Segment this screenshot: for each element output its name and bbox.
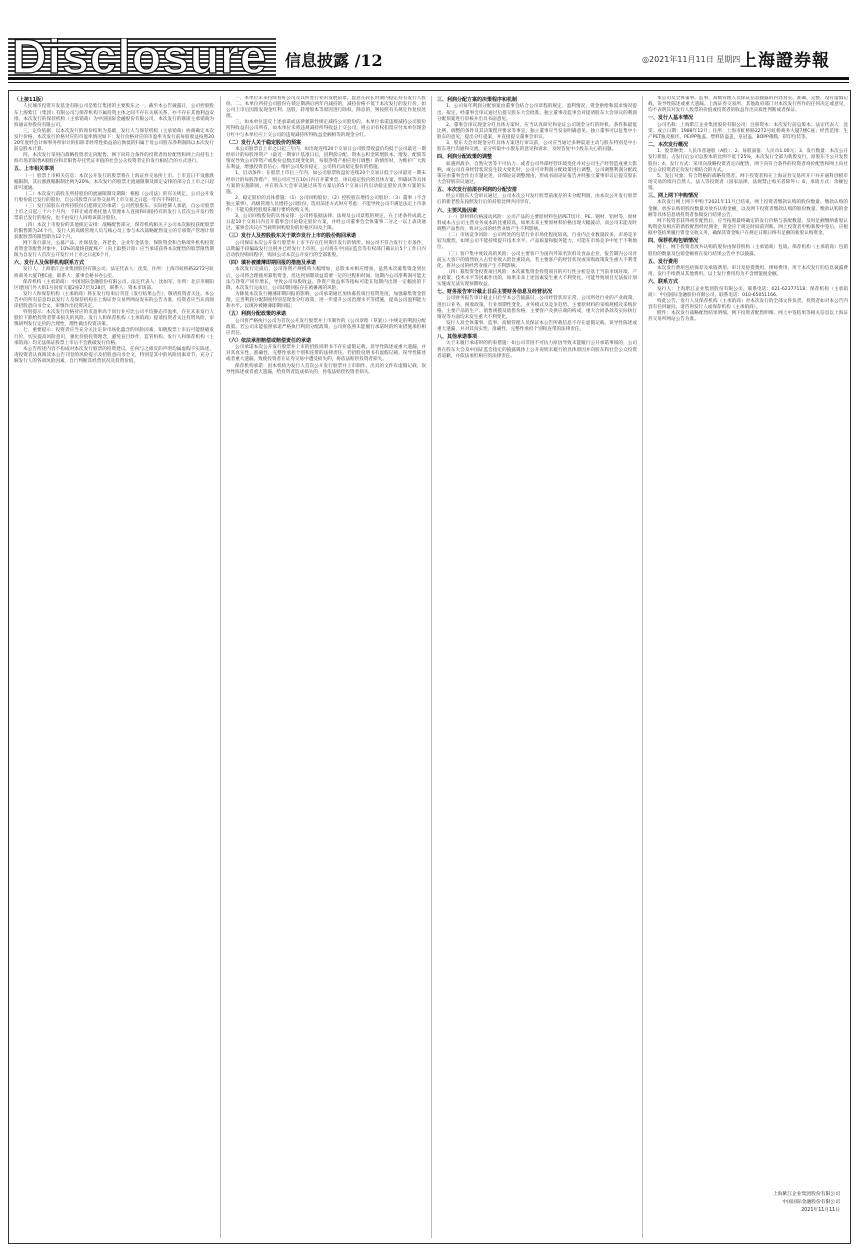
section-heading: 四、利润分配政策的调整 [437, 154, 493, 161]
body-paragraph: 三、如本单位违反上述承诺或法律强制性规定减持公司股份的，本单位承诺违规减持公司股份所得收益归公司所有，如本单位未将违规减持所得收益上交公司，则公司有权扣留应付本单位现金分红中与本单位应上交公司的违规减持所得收益金额相等的现金分红。 [226, 120, 426, 138]
column-divider [642, 96, 643, 1238]
section-heading: （三）发行人及控股股东关于欺诈发行上市的股份购回承诺 [226, 233, 357, 240]
body-paragraph: 为降低本次发行摊薄即期回报的影响，公司承诺通过加快募投项目投资进度，加强募集资金管理，完善利润分配制度特别是现金分红政策，进一步提升公司治理水平等措施，提高公司盈利能力和水平，以填补被摊薄即期回报。 [226, 291, 426, 310]
body-paragraph: 3、公司回购股份的具体安排：公司将依据法律、法规及公司章程的规定，在上述条件成就之日起10个交易日内召开董事会讨论稳定股价方案，并经公司董事会全体董事二分之一以上表决通过，董事会决议应当载明回购股份的价格区间及上限。 [226, 214, 426, 232]
body-paragraph: 发行人和保荐机构（主承销商）将在发行结束后刊登《发行结果公告》，敬请投资者关注。本公告中的所有信息均以发行人及保荐机构在上海证券交易所网站发布的公告为准，投资者应当认真阅读招股意向书全文，审慎作出投资决定。 [14, 291, 214, 310]
text-column-4 [648, 96, 848, 1186]
section-heading: 三、网上网下申购情况 [648, 193, 699, 200]
section-heading: （四）填补被摊薄即期回报的措施及承诺 [226, 260, 317, 267]
issue-date: ◎2021年11月11日 星期四 [642, 55, 741, 64]
text-column-1 [14, 96, 214, 1238]
section-heading: （二）发行人关于稳定股价的预案 [226, 139, 302, 146]
body-paragraph: 2、稳定股价的具体措施：（1）公司回购股份；（2）控股股东增持公司股份；（3）董事（不含独立董事）、高级管理人员增持公司股份。选用前述方式时应考虑：不能导致公司不满足法定上市条件；不能迫使控股股东履行要约收购义务。 [226, 195, 426, 213]
body-paragraph: 本公告所述内容不构成对本次发行股票的投资建议。任何与之相反的声明均属虚假不实陈述。请投资者认真阅读本公告刊登的风险提示及招股意向书全文，特别是其中的风险因素章节，充分了解发行人的各项风险因素，自行判断其经营状况及投资价值。 [14, 346, 214, 364]
body-paragraph: 公司名称：上海紫江企业集团股份有限公司；注册资本：本次发行前总股本；法定代表人：沈雯；成立日期：1988年12月；住所：上海市虹桥路2272号虹桥商务大厦7楼C座；经营范围：生产PET瓶及瓶坯、PE/PP瓶盖、塑料防盗盖、皇冠盖、BOPP薄膜、彩印包装等。 [648, 122, 848, 140]
body-paragraph: 七、重要提示：投资者应当充分关注定价市场化蕴含的风险因素，知晓股票上市后可能跌破发行价，切实提高风险意识，强化价值投资理念，避免盲目炒作，监管机构、发行人和保荐机构（主承销商）均无法保证股票上市后不会跌破发行价格。 [14, 328, 214, 346]
signature-block [640, 1190, 840, 1215]
body-paragraph: 关于未履行承诺时的约束措施：如公司非因不可抗力原因导致未能履行公开承诺事项的，公司将在股东大会及中国证监会指定的披露媒体上公开说明未履行的具体原因并向股东和社会公众投资者道歉，并依法承担相应的法律责任。 [437, 341, 637, 359]
header-rule [8, 77, 849, 80]
section-heading: （上接11版） [14, 97, 46, 103]
body-paragraph: 5、发行对象：符合资格的战略投资者、网下投资者和在上海证券交易所开户并开通科创板市场交易的境内自然人、法人等投资者（国家法律、法规禁止购买者除外）；6、承销方式：余额包销。 [648, 173, 848, 191]
section-heading: 一、发行人基本情况 [648, 115, 694, 122]
section-heading: 六、主要风险因素 [437, 207, 478, 214]
body-paragraph: 特别提示：本次发行价格对应的市盈率高于同行业可比公司平均静态市盈率，存在未来发行人股价下跌给投资者带来损失的风险。发行人和保荐机构（主承销商）提请投资者关注投资风险，审慎研判发行定价的合理性，理性做出投资决策。 [14, 310, 214, 328]
body-paragraph: 保荐机构承诺：因本机构为发行人首次公开发行股票并上市制作、出具的文件有虚假记载、误导性陈述或者重大遗漏，给投资者造成损失的，将依法赔偿投资者损失。 [226, 363, 426, 375]
body-paragraph: 1、公司每年利润分配预案由董事会结合公司章程的规定、盈利情况、资金供给和需求情况提出、拟定，经董事会审议通过后提交股东大会批准。独立董事及监事会对提请股东大会审议的利润分配预案进行审核并出具书面意见。 [437, 104, 637, 122]
text-column-2 [226, 96, 426, 1238]
section-heading: 八、其他承诺事项 [437, 334, 478, 341]
body-paragraph: 公司承诺本次公开发行股票并上市的招股说明书不存在虚假记载、误导性陈述或重大遗漏，并对其真实性、准确性、完整性承担个别和连带的法律责任。若招股说明书有虚假记载、误导性陈述或者重大遗漏，致使投资者在证券交易中遭受损失的，将依法赔偿投资者损失。 [226, 345, 426, 363]
body-paragraph: 3、股东大会对现金分红具体方案进行审议前，公司应当通过多种渠道主动与股东特别是中小股东进行沟通和交流，充分听取中小股东的意见和诉求，及时答复中小股东关心的问题。 [437, 140, 637, 153]
body-paragraph: 附件：本次发行战略配售结果明细、网下投资者配售明细、网上中签结果等相关信息以上海证券交易所网站公告为准。 [648, 310, 848, 323]
body-paragraph: 特此公告。发行人及保荐机构（主承销商）对本次发行的全部文件负责，投资者如对本公告内容有任何疑问，请咨询发行人或保荐机构（主承销商）。 [648, 298, 848, 310]
body-paragraph: （一）原材料价格波动风险：公司产品的主要原材料包括PET切片、PE、钢材、铝材等，原材料成本占公司主营业务成本的比重较高，如果未来主要原材料价格出现大幅波动，而公司未能及时调整产品售价，将对公司的经营业绩产生不利影响。 [437, 214, 637, 233]
body-paragraph: 发行人：上海紫江企业集团股份有限公司，法定代表人：沈雯，住所：上海市虹桥路2272号虹桥商务大厦7楼C座，联系人：董事会秘书办公室。 [14, 267, 214, 279]
body-paragraph: 经公司股东大会审议通过，公司本次公开发行股票前滚存的未分配利润，由本次公开发行股票后的新老股东按照发行后的持股比例共同享有。 [437, 194, 637, 206]
body-paragraph: （三）发行前股东对所持股份自愿锁定的承诺：公司控股股东、实际控制人承诺，自公司股票上市之日起三十六个月内，不转让或者委托他人管理本人直接和间接持有的发行人首次公开发行股票前已发行的股份，也不由发行人回购该部分股份。 [14, 204, 214, 222]
body-paragraph: 公司保证本次公开发行股票并上市不存在任何欺诈发行的情形。如公司不符合发行上市条件，以欺骗手段骗取发行注册并已经发行上市的，公司将在中国证监会等有权部门确认后5个工作日内启动股份购回程序，购回公司本次公开发行的全部新股。 [226, 240, 426, 258]
body-paragraph: 2、董事会审议现金分红具体方案时，应当认真研究和论证公司现金分红的时机、条件和最低比例、调整的条件及其决策程序要求等事宜，独立董事应当发表明确意见。独立董事可以征集中小股东的意见，提出分红提案，并直接提交董事会审议。 [437, 122, 637, 140]
body-paragraph: 发行人及全体董事、监事、高级管理人员保证本公告所载信息不存在虚假记载、误导性陈述或重大遗漏，并对其真实性、准确性、完整性承担个别和连带的法律责任。 [437, 320, 637, 332]
newspaper-masthead: 上海證券報 [740, 51, 830, 71]
signature-date: 2021年11月11日 [801, 1208, 840, 1213]
body-paragraph: 网下发行部分，公募产品、社保基金、养老金、企业年金基金、保险资金和合格境外机构投资者资金等配售对象中，10%的最终获配账户（向上取整计算）应当承诺获得本次配售的股票限售期限为自发行人首次公开发行并上市之日起6个月。 [14, 240, 214, 258]
column-divider [431, 96, 432, 1238]
section-heading: 五、发行费用 [648, 258, 679, 265]
section-heading: （五）利润分配政策的承诺 [226, 311, 287, 318]
section-heading: 六、发行人及保荐机构联系方式 [14, 260, 85, 267]
body-paragraph: 本次发行网上网下申购于2021年11月已结束。网上投资者缴款认购的股份数量、缴款认购的金额、放弃认购的股份数量及放弃认购金额，以及网下投资者缴款认购的股份数量、缴款认购的金额等具体信息请投资者参阅发行结果公告。 [648, 200, 848, 218]
section-heading: 五、上市相关事项 [14, 166, 55, 173]
body-paragraph: 公司将严格执行公司为首次公开发行股票并上市制作的《公司章程（草案）》中规定的利润分配政策。若公司未能依照承诺严格执行利润分配政策，公司将依照未能履行承诺时的约束措施承担相应责任。 [226, 318, 426, 336]
section-heading: （六）依法承担赔偿或赔偿责任的承诺 [226, 337, 312, 344]
body-paragraph: 本次发行完成后，公司净资产规模将大幅增加，总股本亦相应增加，虽然本次募集资金到位后，公司将合理使用募集资金，但达到预期效益需要一定的过程和时间，短期内公司净利润可能无法与净资产同步增长，导致公司每股收益、净资产收益率等指标可能在短期内出现一定幅度的下降，本次发行完成后，公司即期回报存在被摊薄的风险。 [226, 267, 426, 291]
body-paragraph: （三）客户集中度较高的风险：公司主要客户为国内外知名饮料及食品企业，报告期内公司对前五大客户的销售收入占营业收入的比重较高，若主要客户的经营状况或采购政策发生重大不利变化，将对公司的经营业绩产生不利影响。 [437, 251, 637, 269]
section-heading: 三、利润分配方案的决策程序和机制 [437, 97, 518, 103]
page-header [0, 0, 857, 76]
section-heading: 六、联系方式 [648, 279, 679, 286]
body-paragraph: （二）市场竞争风险：公司所处的包装行业市场化程度较高，行业内企业数量较多，市场竞争较为激烈。如果公司不能持续提升技术水平、产品质量和服务能力，可能在市场竞争中处于不利地位。 [437, 233, 637, 251]
body-paragraph: （四）本次上市股份的其他锁定安排：战略配售部分，保荐机构相关子公司本次跟投获配股票的限售期为24个月，发行人的高级管理人员与核心员工参与本次战略配售设立的专项资产管理计划获配股票的限售期为12个月。 [14, 222, 214, 240]
section-banner [8, 38, 276, 76]
body-paragraph: 保荐机构（主承销商）：中国国际金融股份有限公司，法定代表人：沈如军，住所：北京市朝阳区建国门外大街1号国贸大厦2座27层及28层，联系人：资本市场部。 [14, 279, 214, 291]
section-heading: 二、本次发行概况 [648, 141, 689, 148]
body-paragraph: 1、股票种类：人民币普通股（A股）；2、每股面值：人民币1.00元；3、发行数量：本次公开发行新股，占发行后公司总股本的比例不低于25%，本次发行全部为新股发行，原股东不公开发售股份；4、发行方式：采用向战略投资者定向配售、网下向符合条件的投资者询价配售和网上向社会公众投资者定价发行相结合的方式。 [648, 149, 848, 173]
underwriter-signature: 中国国际金融股份有限公司 [782, 1200, 840, 1205]
body-paragraph: 四、本次发行采用向战略投资者定向配售、网下向符合条件的投资者询价配售和网上向持有上海市场非限售A股股份和非限售存托凭证市值的社会公众投资者定价发行相结合的方式进行。 [14, 153, 214, 165]
header-rule-thin [8, 82, 849, 83]
section-english-title: Disclosure [12, 38, 268, 76]
body-paragraph: 网上、网下投资者放弃认购的股份由保荐机构（主承销商）包销。保荐机构（主承销商）包销股份的数量及包销金额将在发行结果公告中予以披露。 [648, 245, 848, 257]
body-paragraph: 本公司及全体董事、监事、高级管理人员保证信息披露的内容真实、准确、完整，没有虚假记载、误导性陈述或重大遗漏。上海证券交易所、其他政府部门对本次发行所作的任何决定或意见，均不表明其对发行人股票的价值或投资者的收益作出实质性判断或者保证。 [648, 96, 848, 114]
body-paragraph: 如遇到战争、自然灾害等不可抗力、或者公司外部经营环境变化并对公司生产经营造成重大影响，或公司自身经营状况发生较大变化时，公司可对利润分配政策进行调整。公司调整利润分配政策应由董事会作出专题论述，详细论证调整理由，形成书面论证报告并经独立董事审议后提交股东大会特别决议通过。 [437, 161, 637, 185]
body-paragraph: 三、定价依据：以本次发行的询价结果为基础，发行人与保荐机构（主承销商）协商确定本次发行价格，本次发行价格对应的市盈率情况如下：发行价格对应的市盈率为发行前每股收益按照2020年度经会计师事务所审计的扣除非经常性损益前后孰低的归属于母公司股东净利润除以本次发行前总股本计算。 [14, 128, 214, 153]
issuer-signature: 上海紫江企业集团股份有限公司 [772, 1192, 840, 1197]
body-paragraph: 人民城市投资开发基金有限公司是紫江集团的主要股东之一。截至本公告披露日，公司控股股东上海紫江（集团）有限公司与保荐机构下属投资主体之间不存在关联关系，亦不存在其他利益安排。本次发行的保荐机构（主承销商）为中国国际金融股份有限公司，本次发行的联席主承销商为海通证券股份有限公司。 [14, 104, 214, 128]
section-heading: 五、本次发行前滚存利润的分配安排 [437, 186, 518, 193]
body-paragraph: 网下投资者获得初步配售后，应当按照最终确定的发行价格与获配数量，及时足额缴纳新股认购资金及相应的新股配售经纪佣金，资金应于规定时间前到账。网上投资者申购新股中签后，应根据中签结果履行资金交收义务，确保其资金账户在规定日期日终有足额的新股认购资金。 [648, 218, 848, 236]
body-paragraph: （二）本次发行前股东所持股份的流通限制及期限：根据《公司法》的有关规定，公司公开发行股份前已发行的股份，自公司股票在证券交易所上市交易之日起一年内不得转让。 [14, 192, 214, 204]
section-heading: 四、保荐机构包销情况 [648, 238, 699, 244]
body-paragraph: 本公司股票自上市之日起三年内，如出现连续20个交易日公司股票收盘价均低于公司最近一期经审计的每股净资产（最近一期审计基准日后，因利润分配、资本公积金转增股本、增发、配股等情况导致公司净资产或股份总数出现变化的，每股净资产相应进行调整）的情形时，为维护广大股东利益，增强投资者信心，维护公司股价稳定，公司将启动稳定股价的措施。 [226, 147, 426, 171]
body-paragraph: 本次发行费用包括保荐及承销费用、审计及验资费用、律师费用、用于本次发行的信息披露费用、发行手续费及其他费用。以上发行费用均为不含增值税金额。 [648, 266, 848, 278]
body-paragraph: 公司财务报告审计截止日后至本公告披露日，公司经营状况正常，公司所处行业的产业政策、进出口业务、税收政策、行业周期性变化、业务模式及竞争趋势、主要原材料的采购规模及采购价格、主要产品的生产、销售规模及销售价格，主要客户及供应商的构成，重大合同条款及实际执行情况等方面均未发生重大不利变化。 [437, 296, 637, 320]
section-chinese-title: 信息披露 /12 [285, 51, 383, 70]
body-paragraph: （一）股票上市相关信息：本次公开发行的股票将在上海证券交易所上市。上市首日不设涨跌幅限制，其后涨跌幅限制比例为20%。本次发行的股票无流通限制及锁定安排的部分自上市之日起即可流通。 [14, 173, 214, 191]
body-paragraph: （四）募集资金投资项目风险：本次募集资金投资项目的可行性分析是基于当前市场环境、产业政策、技术水平等因素作出的，如果未来上述因素发生重大不利变化，可能导致项目无法按计划实施或无法实现预期收益。 [437, 269, 637, 287]
body-paragraph: 一、本单位未来持续看好公司及其所处行业的发展前景，愿意在较长时期内稳定持有发行人股份。二、本单位所持公司股份在锁定期满后两年内减持的，减持价格不低于本次发行的发行价，如公司上市后因派发现金红利、送股、转增股本等原因进行除权、除息的，则按照有关规定作复权处理。 [226, 96, 426, 120]
body-paragraph: 发行人：上海紫江企业集团股份有限公司，联系电话：021-62377118；保荐机构（主承销商）：中国国际金融股份有限公司，联系电话：010-65051166。 [648, 286, 848, 298]
section-heading: 七、财务报告审计截止日后主要财务信息及经营状况 [437, 289, 553, 296]
column-divider [220, 96, 221, 1238]
text-column-3 [437, 96, 637, 1238]
body-paragraph: 1、启动条件：在股票上市后三年内，如公司股票收盘价连续20个交易日低于公司最近一期末经审计的每股净资产，则公司应当在10日内召开董事会，审议稳定股价的具体方案，明确该等具体方案的实施期间，并在股东大会审议通过该等方案后的5个交易日内启动稳定股价具体方案的实施。 [226, 171, 426, 195]
